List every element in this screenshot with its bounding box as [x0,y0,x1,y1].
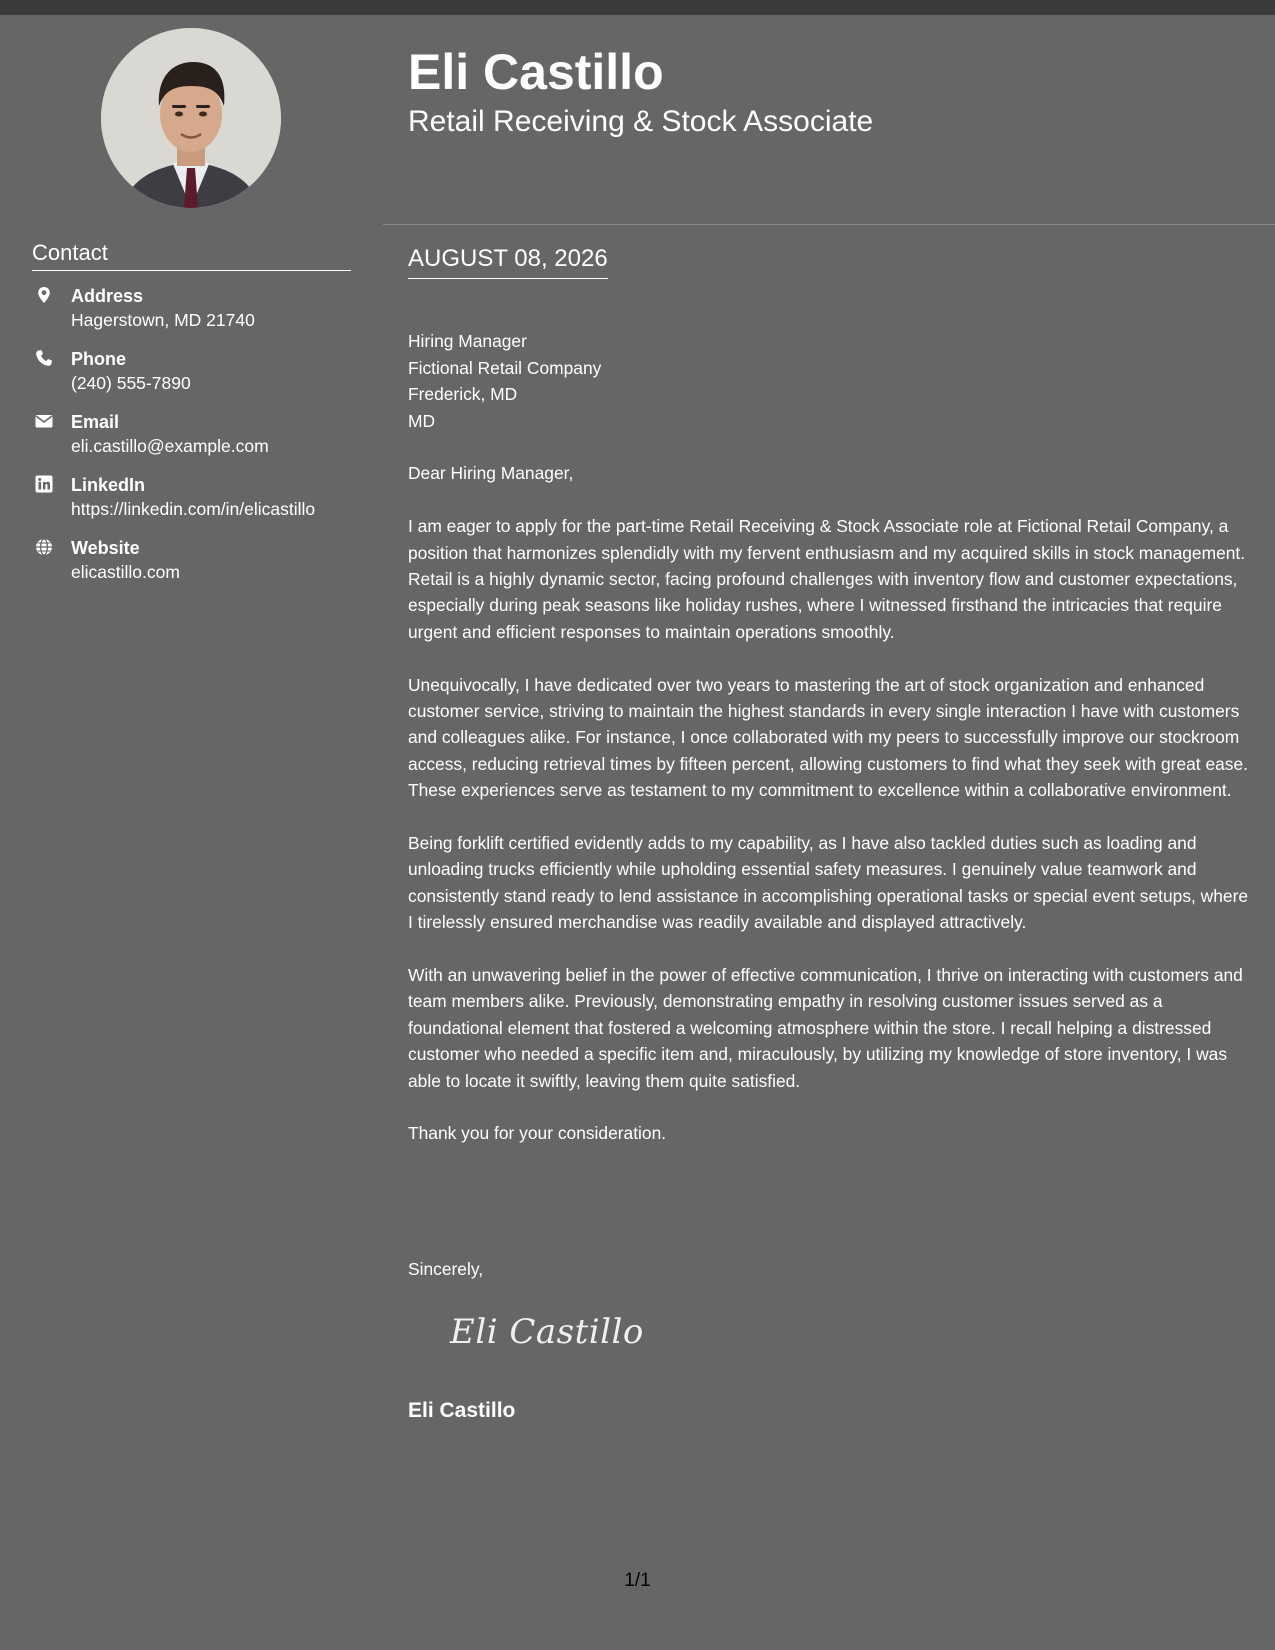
contact-value-address: Hagerstown, MD 21740 [71,310,255,330]
signature: Eli Castillo [450,1312,644,1352]
contact-label-website: Website [71,538,140,558]
letter-paragraph: I am eager to apply for the part-time Retail Receiving & Stock Associate role at Fictional Retail Company, a position that harmonizes splendidly with my fervent enthusiasm and my acquired skills in stock management. Retail is a highly dynamic sector, facing profound challenges with inventory flow and customer expectations, especially during peak seasons like holiday rushes, where I witnessed firsthand the intricacies that require urgent and efficient responses to maintain operations smoothly. [408,516,1246,642]
contact-heading: Contact [32,240,351,271]
closing: Sincerely, [408,1259,484,1279]
applicant-name: Eli Castillo [408,44,664,100]
thanks-line: Thank you for your consideration. [408,1123,667,1144]
map-pin-icon [35,286,53,304]
linkedin-icon [35,475,53,493]
contact-item-email [32,410,362,473]
top-bar [0,0,1275,15]
contact-value-website[interactable]: elicastillo.com [71,562,180,582]
recipient-line: Frederick, MD [408,384,518,405]
page-number: 1/1 [624,1570,651,1591]
job-title: Retail Receiving & Stock Associate [408,105,874,138]
letter-paragraph: With an unwavering belief in the power of effective communication, I thrive on interacting with customers and team members alike. Previously, demonstrating empathy in resolving customer issues served as a foundational element that fostered a welcoming atmosphere within the store. I recall helping a distressed customer who needed a specific item and, miraculously, by utilizing my knowledge of store inventory, I was able to locate it swiftly, leaving them quite satisfied. [408,965,1243,1091]
letter-paragraph: Being forklift certified evidently adds to my capability, as I have also tackled duties such as loading and unloading trucks efficiently while upholding essential safety measures. I genuinely value teamwork and consistently stand ready to lend assistance in accomplishing operational tasks or special event setups, where I tirelessly ensured merchandise was readily available and displayed attractively. [408,833,1249,933]
contact-item-address [32,284,362,347]
recipient-line: Hiring Manager [408,331,527,352]
phone-icon [35,349,53,367]
contact-item-website [32,536,362,599]
envelope-icon [35,412,53,430]
contact-value-phone: (240) 555-7890 [71,373,191,393]
letter-paragraph: Unequivocally, I have dedicated over two years to mastering the art of stock organization and enhanced customer service, striving to maintain the highest standards in every single interaction I have with customers and colleagues alike. For instance, I once collaborated with my peers to successfully improve our stockroom access, reducing retrieval times by fifteen percent, allowing customers to find what they seek with great ease. These experiences serve as testament to my commitment to excellence within a collaborative environment. [408,674,1248,801]
letter-date: AUGUST 08, 2026 [408,243,608,279]
contact-label-linkedin: LinkedIn [71,475,146,495]
header-divider [383,224,1275,225]
recipient-line: Fictional Retail Company [408,357,602,378]
contact-label-phone: Phone [71,349,127,369]
contact-item-linkedin [32,473,362,536]
salutation: Dear Hiring Manager, [408,463,574,484]
contact-item-phone [32,347,362,410]
recipient-line: MD [408,410,436,431]
contact-list [32,284,362,599]
signed-name: Eli Castillo [408,1399,516,1422]
globe-icon [35,538,53,556]
contact-value-linkedin[interactable]: https://linkedin.com/in/elicastillo [71,499,316,519]
contact-label-email: Email [71,412,120,432]
contact-label-address: Address [71,286,144,306]
letter-body [408,302,1250,1173]
profile-photo [101,28,281,208]
contact-value-email[interactable]: eli.castillo@example.com [71,436,269,456]
